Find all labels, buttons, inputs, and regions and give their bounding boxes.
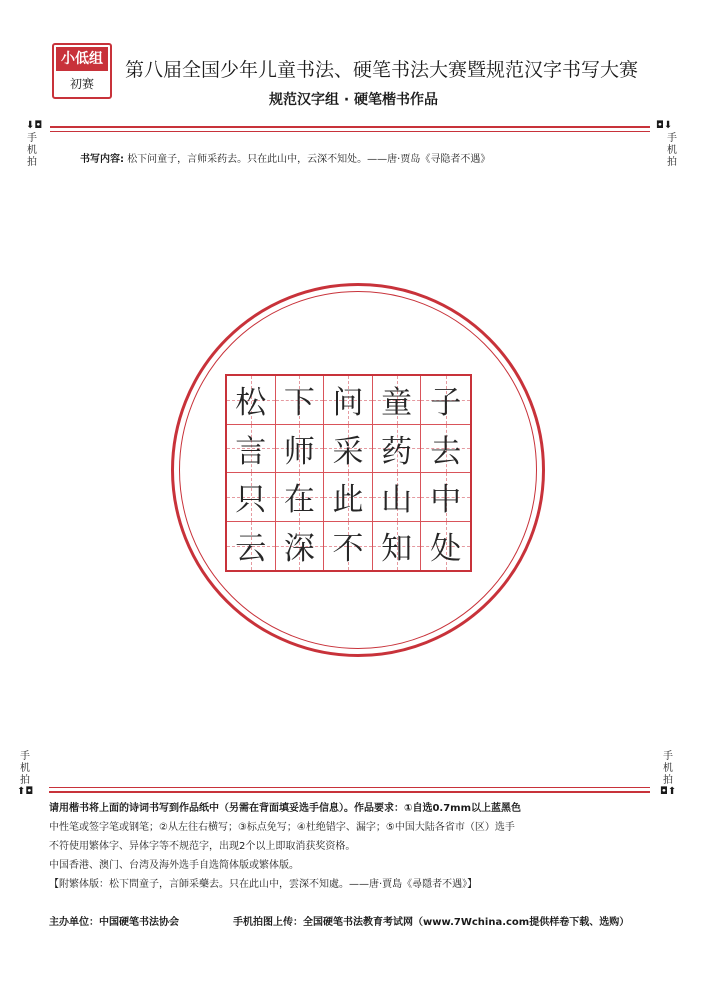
grid-cell: 中 bbox=[421, 473, 470, 522]
grid-cell: 处 bbox=[421, 522, 470, 571]
writing-content bbox=[80, 150, 640, 165]
grid-cell: 在 bbox=[276, 473, 325, 522]
badge-round-label: 初赛 bbox=[69, 77, 94, 91]
grid-cell: 子 bbox=[421, 376, 470, 425]
camera-icon: ⬆◘ bbox=[17, 786, 34, 797]
grid-cell: 问 bbox=[324, 376, 373, 425]
grid-cell: 去 bbox=[421, 425, 470, 474]
top-divider-thin bbox=[50, 131, 650, 132]
grid-cell: 童 bbox=[373, 376, 422, 425]
page-subtitle: 规范汉字组 · 硬笔楷书作品 bbox=[268, 92, 439, 108]
grid-cell: 山 bbox=[373, 473, 422, 522]
bottom-divider-thick bbox=[49, 791, 650, 793]
grid-cell: 知 bbox=[373, 522, 422, 571]
instruction-line: 请用楷书将上面的诗词书写到作品纸中（另需在背面填妥选手信息）。作品要求：①自选0.7mm以上蓝黑色 bbox=[49, 803, 522, 814]
phone-shot-label-bottom-right: 手机拍 bbox=[663, 751, 673, 786]
grid-cell: 言 bbox=[227, 425, 276, 474]
writing-content-text: 松下问童子，言师采药去。只在此山中，云深不知处。——唐·贾岛《寻隐者不遇》 bbox=[127, 154, 491, 165]
top-divider-thick bbox=[50, 126, 650, 128]
grid-cell: 师 bbox=[276, 425, 325, 474]
grid-cell: 深 bbox=[276, 522, 325, 571]
grid-cell: 云 bbox=[227, 522, 276, 571]
grid-cell: 松 bbox=[227, 376, 276, 425]
grid-cell: 药 bbox=[373, 425, 422, 474]
camera-icon: ◘⬆ bbox=[660, 786, 677, 797]
organizer-info: 主办单位：中国硬笔书法协会 bbox=[49, 917, 179, 928]
grid-cell: 不 bbox=[324, 522, 373, 571]
writing-grid bbox=[225, 374, 472, 572]
writing-content-label: 书写内容: bbox=[80, 154, 124, 165]
upload-info: 手机拍图上传：全国硬笔书法教育考试网（www.7Wchina.com提供样卷下载、选购） bbox=[233, 917, 630, 928]
grid-cell: 此 bbox=[324, 473, 373, 522]
bottom-divider-thin bbox=[49, 787, 650, 788]
instruction-line: 【附繁体版：松下問童子，言師采藥去。只在此山中，雲深不知處。——唐·賈島《尋隱者不遇》】 bbox=[49, 879, 478, 890]
grid-cell: 下 bbox=[276, 376, 325, 425]
camera-icon: ◘⬇ bbox=[656, 120, 673, 131]
instruction-line: 中国香港、澳门、台湾及海外选手自选简体版或繁体版。 bbox=[49, 860, 299, 871]
grid-cell: 只 bbox=[227, 473, 276, 522]
instruction-line: 不符使用繁体字、异体字等不规范字，出现2个以上即取消获奖资格。 bbox=[49, 841, 356, 852]
phone-shot-label-top-right: 手机拍 bbox=[667, 133, 677, 168]
phone-shot-label-bottom-left: 手机拍 bbox=[20, 751, 30, 786]
grid-cell: 采 bbox=[324, 425, 373, 474]
page-title: 第八届全国少年儿童书法、硬笔书法大赛暨规范汉字书写大赛 bbox=[125, 59, 639, 81]
phone-shot-label-top-left: 手机拍 bbox=[27, 133, 37, 168]
badge-group-label: 小低组 bbox=[56, 47, 108, 71]
instruction-line: 中性笔或签字笔或钢笔；②从左往右横写；③标点免写；④杜绝错字、漏字；⑤中国大陆各省市（区）选手 bbox=[49, 822, 515, 833]
camera-icon: ⬇◘ bbox=[26, 120, 43, 131]
instructions bbox=[49, 799, 669, 894]
